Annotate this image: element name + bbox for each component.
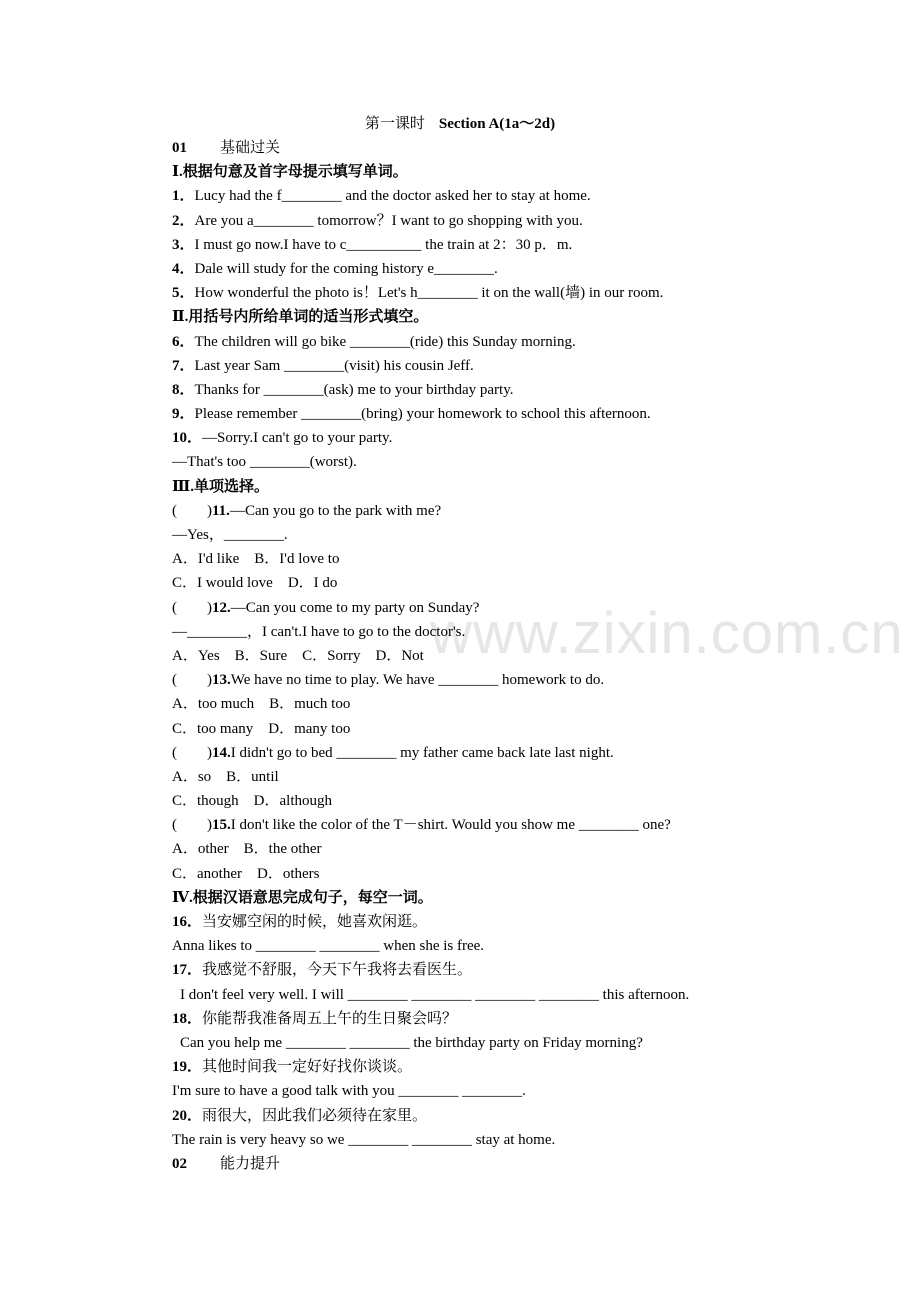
question-18-chinese: 18．你能帮我准备周五上午的生日聚会吗？ bbox=[172, 1010, 458, 1027]
watermark: www.zixin.com.cn bbox=[430, 601, 904, 666]
question-13-options-cd: C．too many D．many too bbox=[172, 720, 351, 737]
question-10: 10．—Sorry.I can't go to your party. bbox=[172, 430, 393, 447]
part-01-header: 01 基础过关 bbox=[172, 140, 281, 156]
question-4: 4．Dale will study for the coming history e________. bbox=[172, 260, 498, 277]
page-title bbox=[0, 113, 920, 135]
question-20-english: The rain is very heavy so we ________ ________ stay at home. bbox=[172, 1131, 556, 1148]
question-14-options-ab: A．so B．until bbox=[172, 768, 279, 785]
question-2: 2．Are you a________ tomorrow？I want to go shopping with you. bbox=[172, 212, 583, 229]
question-5: 5．How wonderful the photo is！Let's h________ it on the wall(墙) in our room. bbox=[172, 285, 664, 302]
question-18-english: Can you help me ________ ________ the birthday party on Friday morning? bbox=[180, 1034, 643, 1051]
question-1: 1．Lucy had the f________ and the doctor asked her to stay at home. bbox=[172, 188, 591, 205]
section-label: Section A(1a～2d) bbox=[438, 116, 556, 132]
question-6: 6．The children will go bike ________(ride) this Sunday morning. bbox=[172, 333, 576, 350]
question-10-reply: —That's too ________(worst). bbox=[172, 454, 357, 471]
question-16-chinese: 16．当安娜空闲的时候，她喜欢闲逛。 bbox=[172, 914, 428, 930]
question-13-options-ab: A．too much B．much too bbox=[172, 696, 351, 713]
question-15: ( )15.I don't like the color of the T－shirt. Would you show me ________ one? bbox=[172, 817, 671, 834]
question-11-reply: —Yes，________. bbox=[172, 527, 288, 543]
question-17-chinese: 17．我感觉不舒服，今天下午我将去看医生。 bbox=[172, 962, 473, 979]
question-20-chinese: 20．雨很大，因此我们必须待在家里。 bbox=[172, 1107, 428, 1124]
section-2-heading: Ⅱ.用括号内所给单词的适当形式填空。 bbox=[172, 309, 429, 326]
question-9: 9．Please remember ________(bring) your homework to school this afternoon. bbox=[172, 406, 651, 423]
section-4-heading: Ⅳ.根据汉语意思完成句子，每空一词。 bbox=[172, 889, 433, 906]
question-19-chinese: 19．其他时间我一定好好找你谈谈。 bbox=[172, 1059, 413, 1076]
part-02-header: 02 能力提升 bbox=[172, 1155, 281, 1172]
question-15-options-ab: A．other B．the other bbox=[172, 841, 322, 858]
question-3: 3．I must go now.I have to c__________ the train at 2：30 p．m. bbox=[172, 236, 573, 253]
question-14: ( )14.I didn't go to bed ________ my father came back late last night. bbox=[172, 744, 614, 761]
question-12: ( )12.—Can you come to my party on Sunday? bbox=[172, 599, 480, 616]
worksheet-body bbox=[172, 136, 912, 1176]
question-19-english: I'm sure to have a good talk with you ________ ________. bbox=[172, 1083, 526, 1100]
question-11-options-ab: A．I'd like B．I'd love to bbox=[172, 551, 340, 568]
question-15-options-cd: C．another D．others bbox=[172, 865, 320, 882]
question-8: 8．Thanks for ________(ask) me to your birthday party. bbox=[172, 381, 514, 398]
question-16-english: Anna likes to ________ ________ when she is free. bbox=[172, 938, 485, 955]
question-12-reply: —________，I can't.I have to go to the doctor's. bbox=[172, 623, 466, 640]
section-1-heading: Ⅰ.根据句意及首字母提示填写单词。 bbox=[172, 164, 408, 181]
question-13: ( )13.We have no time to play. We have ________ homework to do. bbox=[172, 672, 605, 689]
question-11-options-cd: C．I would love D．I do bbox=[172, 575, 338, 592]
section-3-heading: Ⅲ.单项选择。 bbox=[172, 478, 270, 495]
question-11: ( )11.—Can you go to the park with me? bbox=[172, 502, 442, 519]
question-12-options: A．Yes B．Sure C．Sorry D．Not bbox=[172, 647, 424, 664]
lesson-label: 第一课时 bbox=[364, 116, 425, 132]
question-14-options-cd: C．though D．although bbox=[172, 793, 332, 810]
question-17-english: I don't feel very well. I will ________ ________ ________ ________ this afternoon. bbox=[180, 986, 690, 1003]
question-7: 7．Last year Sam ________(visit) his cousin Jeff. bbox=[172, 357, 474, 374]
